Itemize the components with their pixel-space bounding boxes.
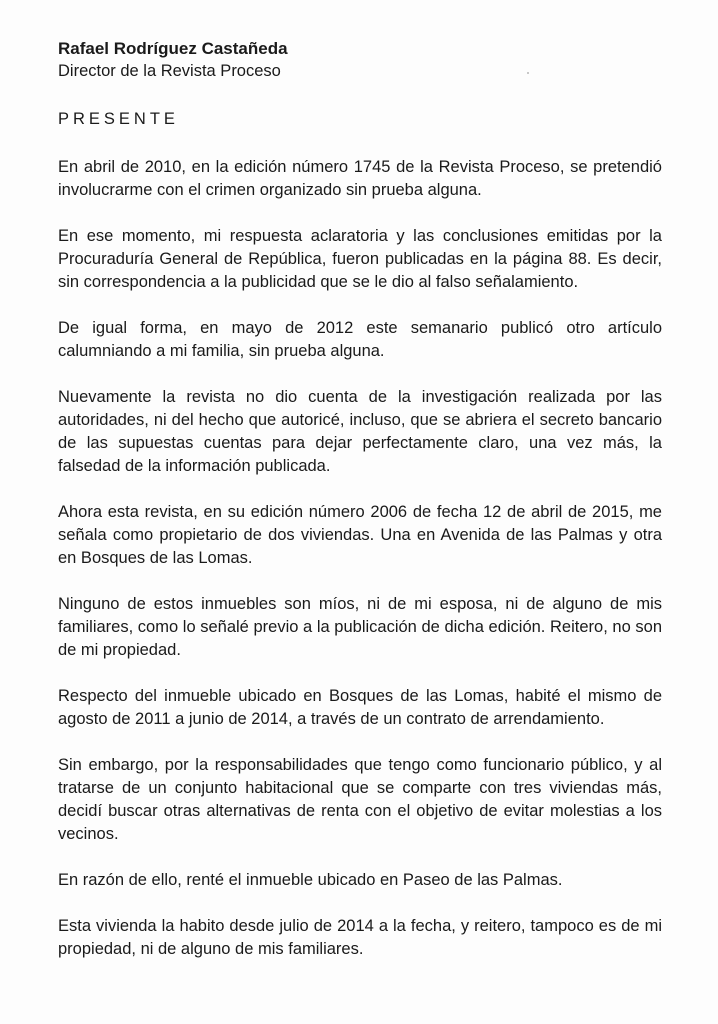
paragraph-1: En abril de 2010, en la edición número 1745 de la Revista Proceso, se pretendió involucrarme con el crimen organizado sin prueba alguna.	[58, 158, 662, 199]
paragraph-6: Ninguno de estos inmuebles son míos, ni de mi esposa, ni de alguno de mis familiares, como lo señalé previo a la publicación de dicha edición. Reitero, no son de mi propiedad.	[58, 595, 662, 659]
paragraph-3: De igual forma, en mayo de 2012 este semanario publicó otro artículo calumniando a mi familia, sin prueba alguna.	[58, 319, 662, 360]
paragraph-2: En ese momento, mi respuesta aclaratoria y las conclusiones emitidas por la Procuraduría General de República, fueron publicadas en la página 88. Es decir, sin correspondencia a la publicidad que se le dio al falso señalamiento.	[58, 227, 662, 291]
paragraph-10: Esta vivienda la habito desde julio de 2014 a la fecha, y reitero, tampoco es de mi propiedad, ni de alguno de mis familiares.	[58, 917, 662, 958]
letter-body	[58, 38, 662, 984]
paragraph-4: Nuevamente la revista no dio cuenta de la investigación realizada por las autoridades, ni del hecho que autoricé, incluso, que se abriera el secreto bancario de las supuestas cuentas para dejar perfectamente claro, una vez más, la falsedad de la información publicada.	[58, 388, 662, 475]
paragraph-8: Sin embargo, por la responsabilidades que tengo como funcionario público, y al tratarse de un conjunto habitacional que se comparte con tres viviendas más, decidí buscar otras alternativas de renta con el objetivo de evitar molestias a los vecinos.	[58, 756, 662, 843]
letter-paragraphs	[58, 156, 662, 961]
paragraph-9: En razón de ello, renté el inmueble ubicado en Paseo de las Palmas.	[58, 871, 563, 889]
salutation: PRESENTE	[58, 110, 179, 128]
paragraph-7: Respecto del inmueble ubicado en Bosques de las Lomas, habité el mismo de agosto de 2011 a junio de 2014, a través de un contrato de arrendamiento.	[58, 687, 662, 728]
paragraph-5: Ahora esta revista, en su edición número 2006 de fecha 12 de abril de 2015, me señala como propietario de dos viviendas. Una en Avenida de las Palmas y otra en Bosques de las Lomas.	[58, 503, 662, 567]
recipient-name: Rafael Rodríguez Castañeda	[58, 39, 288, 58]
recipient-title: Director de la Revista Proceso	[58, 62, 281, 80]
